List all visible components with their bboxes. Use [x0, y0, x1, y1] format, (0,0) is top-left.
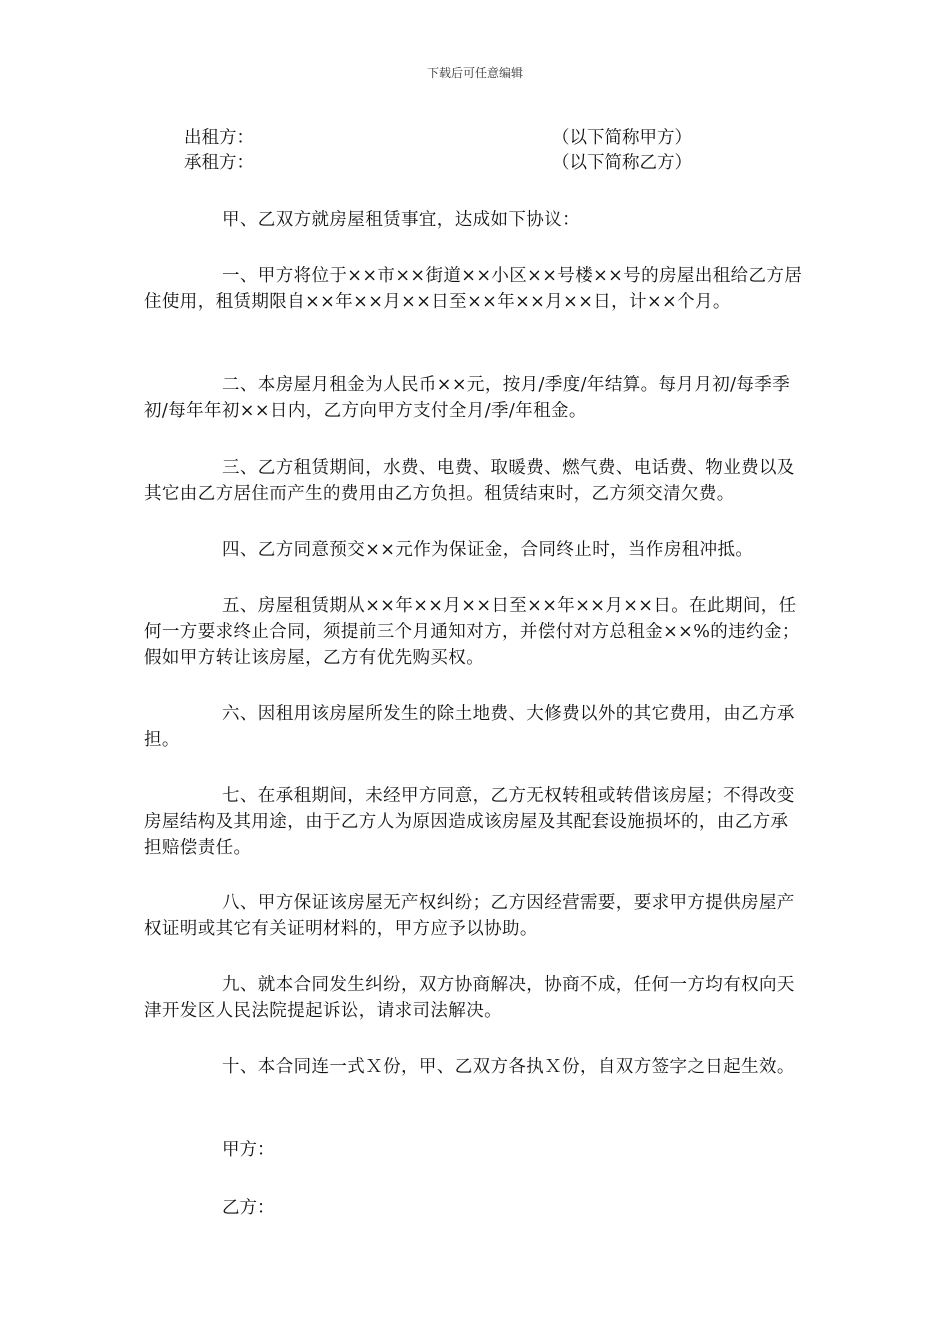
lessee-line — [184, 151, 692, 175]
clause-8: 八、甲方保证该房屋无产权纠纷；乙方因经营需要，要求甲方提供房屋产权证明或其它有关证明材料的，甲方应予以协助。 — [144, 893, 795, 939]
lessee-note: （以下简称乙方） — [552, 153, 692, 173]
clause-6: 六、因租用该房屋所发生的除土地费、大修费以外的其它费用，由乙方承担。 — [144, 704, 795, 750]
signature-party-a: 甲方： — [222, 1140, 275, 1160]
clause-1: 一、甲方将位于××市××街道××小区××号楼××号的房屋出租给乙方居住使用，租赁期限自××年××月××日至××年××月××日，计××个月。 — [144, 266, 803, 312]
lessor-line — [184, 126, 692, 150]
clause-3: 三、乙方租赁期间，水费、电费、取暖费、燃气费、电话费、物业费以及其它由乙方居住而产生的费用由乙方负担。租赁结束时，乙方须交清欠费。 — [144, 458, 795, 504]
clause-7: 七、在承租期间，未经甲方同意，乙方无权转租或转借该房屋；不得改变房屋结构及其用途，由于乙方人为原因造成该房屋及其配套设施损坏的，由乙方承担赔偿责任。 — [144, 786, 795, 858]
clause-4: 四、乙方同意预交××元作为保证金，合同终止时，当作房租冲抵。 — [222, 540, 754, 560]
page-header: 下载后可任意编辑 — [426, 66, 523, 80]
lessee-label: 承租方： — [184, 153, 254, 173]
clause-5: 五、房屋租赁期从××年××月××日至××年××月××日。在此期间，任何一方要求终止合同，须提前三个月通知对方，并偿付对方总租金××%的违约金；假如甲方转让该房屋，乙方有优先购买权。 — [144, 596, 800, 668]
lessor-note: （以下简称甲方） — [552, 128, 692, 148]
clause-9: 九、就本合同发生纠纷，双方协商解决，协商不成，任何一方均有权向天津开发区人民法院提起诉讼，请求司法解决。 — [144, 975, 795, 1021]
lessor-label: 出租方： — [184, 128, 254, 148]
clause-10: 十、本合同连一式Ｘ份，甲、乙双方各执Ｘ份，自双方签字之日起生效。 — [222, 1057, 795, 1077]
intro-paragraph: 甲、乙双方就房屋租赁事宜，达成如下协议： — [222, 210, 580, 230]
clause-2: 二、本房屋月租金为人民币××元，按月/季度/年结算。每月月初/每季季初/每年年初××日内，乙方向甲方支付全月/季/年租金。 — [144, 375, 791, 421]
signature-party-b: 乙方： — [222, 1198, 275, 1218]
